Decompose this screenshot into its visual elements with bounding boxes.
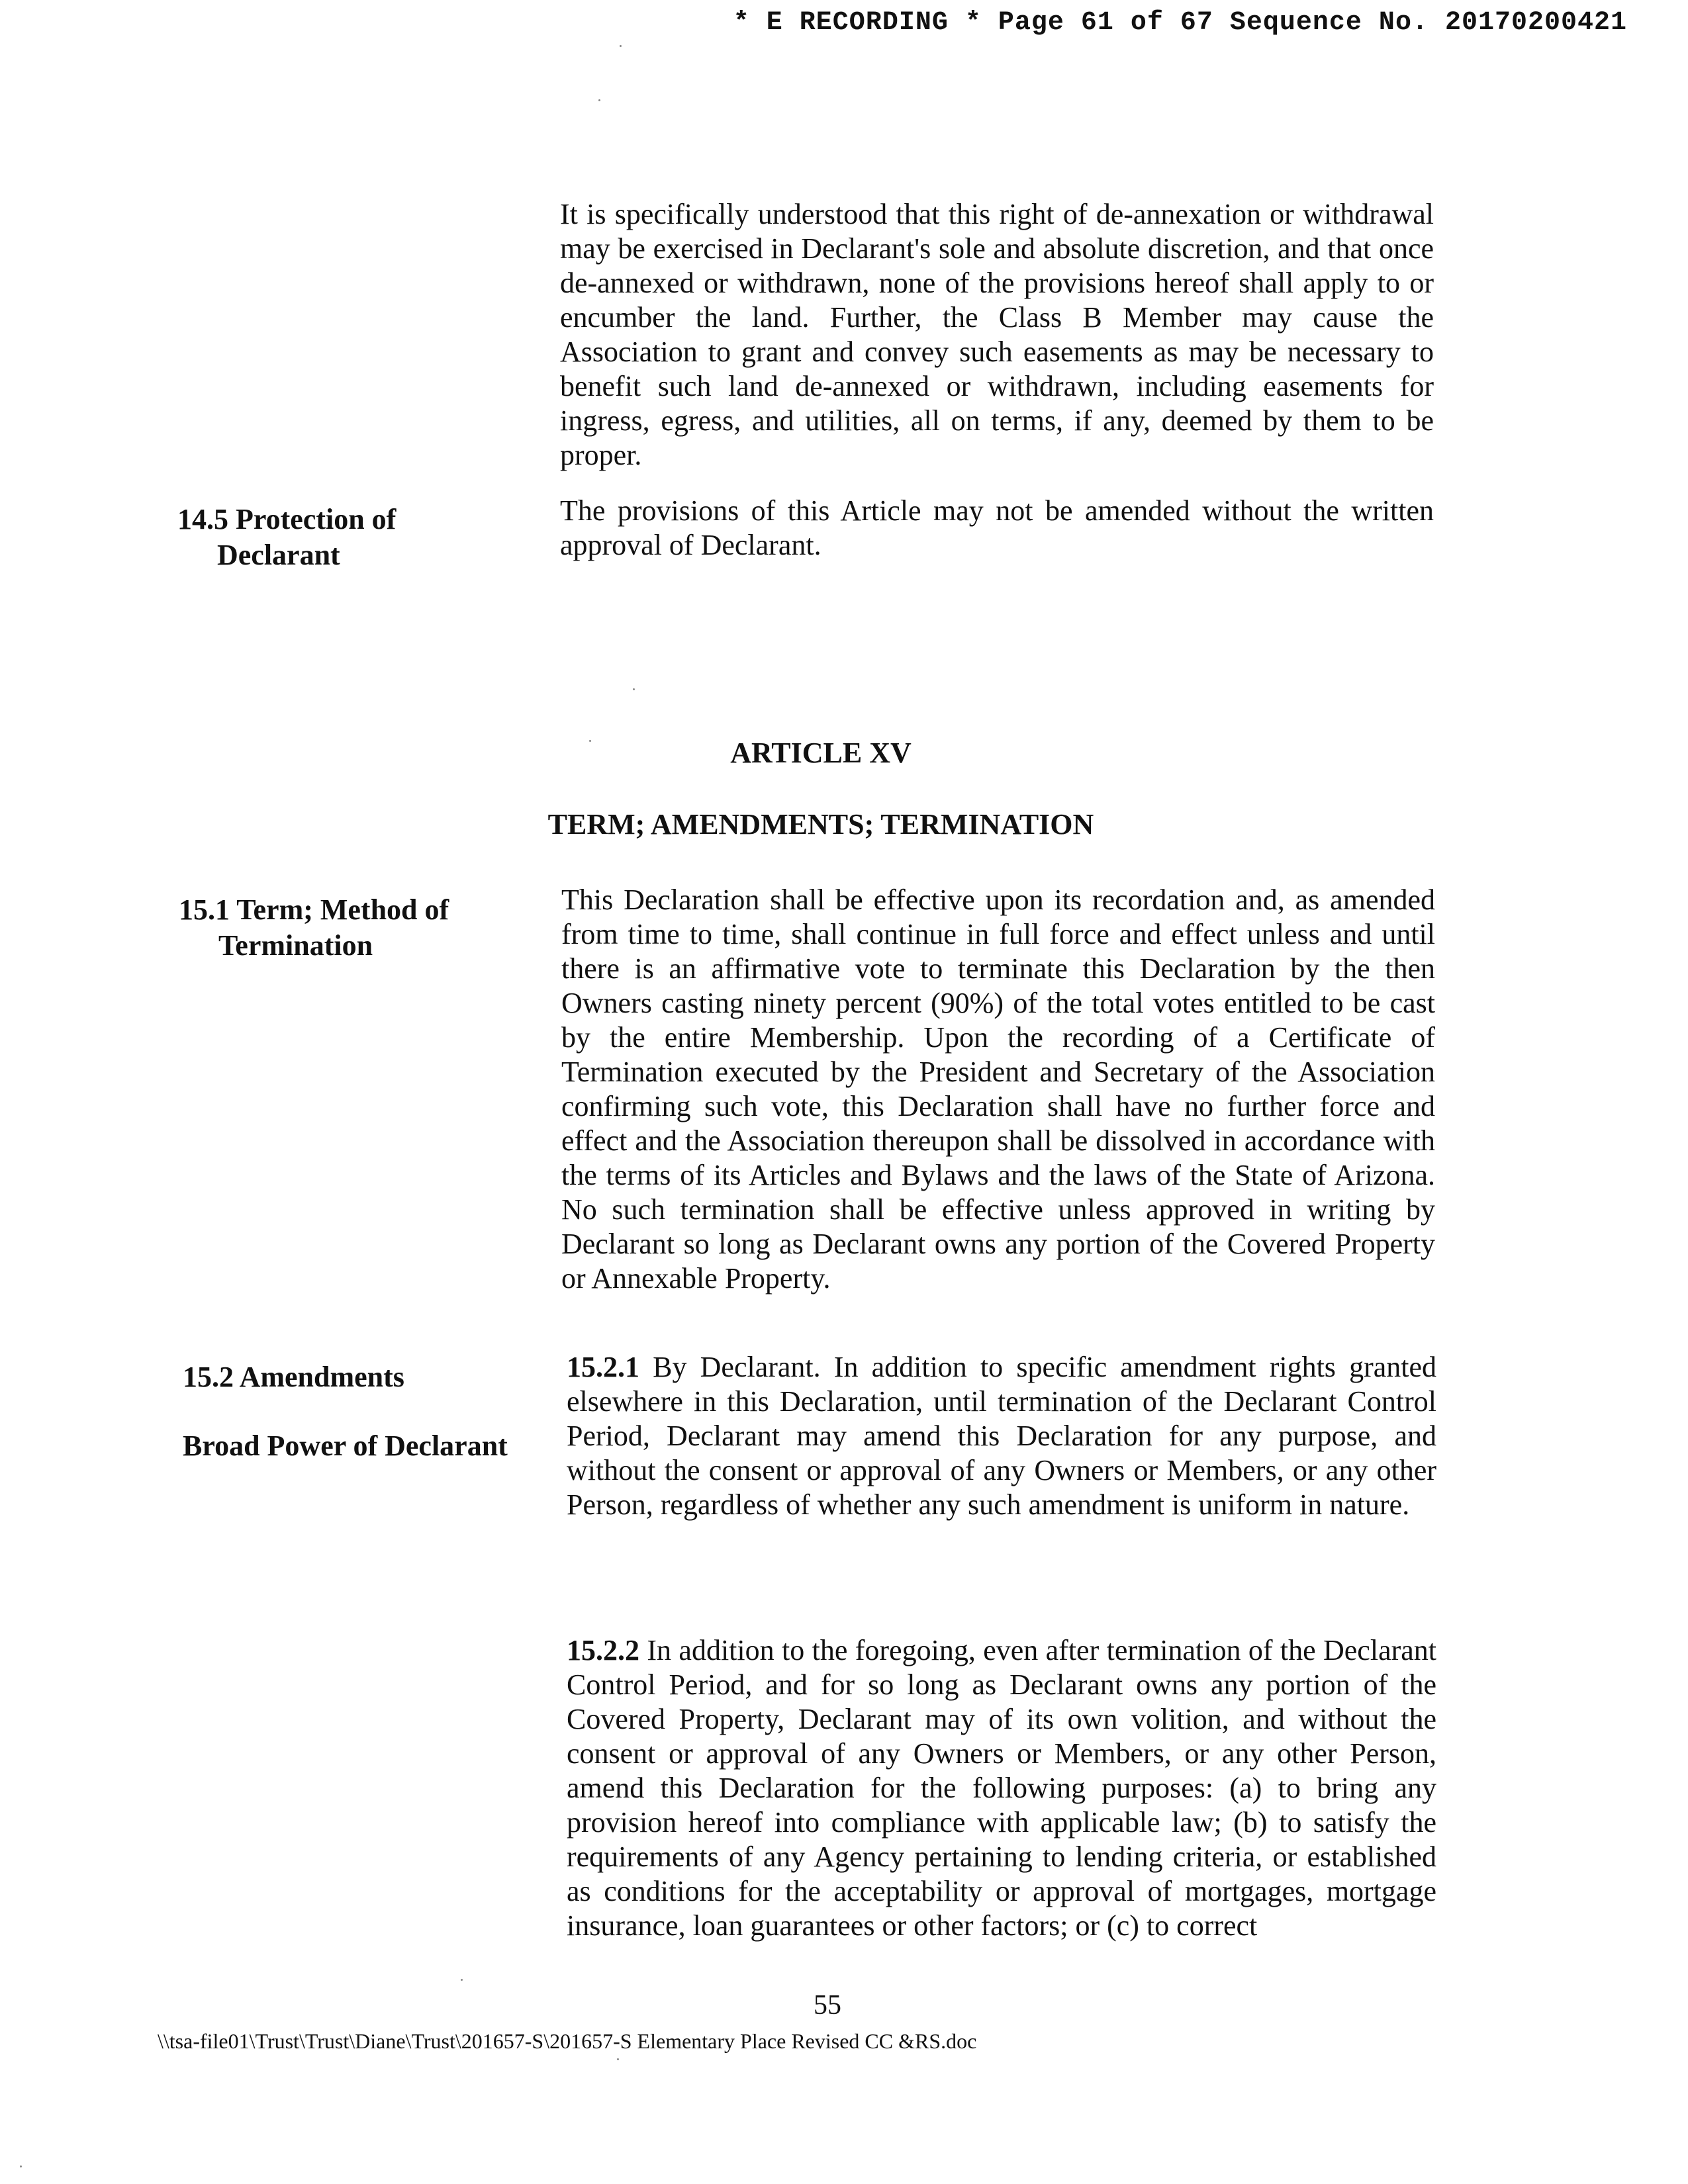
scan-speck <box>461 1979 463 1981</box>
scan-speck <box>617 2058 619 2060</box>
scan-speck <box>20 2165 22 2167</box>
scan-speck <box>633 688 635 690</box>
section-15-2-2-paragraph <box>567 1633 1436 1943</box>
section-15-1-text: This Declaration shall be effective upon its recordation and, as amended from time to time, shall continue in full force and effect unless and until there is an affirmative vote to terminate this Declaration by the then Owners casting ninety percent (90%) of the total votes entitled to be cast by the entire Membership. Upon the recording of a Certificate of Termination executed by the President and Secretary of the Association confirming such vote, this Declaration shall have no further force and effect and the Association thereupon shall be dissolved in accordance with the terms of its Articles and Bylaws and the laws of the State of Arizona. No such termination shall be effective unless approved in writing by Declarant so long as Declarant owns any portion of the Covered Property or Annexable Property. <box>561 884 1435 1295</box>
scan-speck <box>620 45 622 47</box>
section-14-5-heading-line2: Declarant <box>217 539 340 571</box>
section-15-1-heading-line1: 15.1 Term; Method of <box>179 893 449 926</box>
section-15-2-heading: 15.2 Amendments <box>183 1361 404 1393</box>
section-14-4-continued-text: It is specifically understood that this right of de-annexation or withdrawal may be exercised in Declarant's sole and absolute discretion, and that once de-annexed or withdrawn, none of the provisions hereof shall apply to or encumber the land. Further, the Class B Member may cause the Association to grant and convey such easements as may be necessary to benefit such land de-annexed or withdrawn, including easements for ingress, egress, and utilities, all on terms, if any, deemed by them to be proper. <box>560 198 1434 471</box>
section-14-5-heading <box>177 502 396 573</box>
section-15-1-heading-line2: Termination <box>218 929 373 962</box>
section-15-2-subheading: Broad Power of Declarant <box>183 1430 508 1462</box>
article-number: ARTICLE XV <box>730 737 912 769</box>
section-15-2-2-number: 15.2.2 <box>567 1634 639 1666</box>
section-15-2-1-paragraph <box>567 1350 1436 1522</box>
section-15-2-1-number: 15.2.1 <box>567 1351 639 1383</box>
section-14-5-text: The provisions of this Article may not be amended without the written approval of Declarant. <box>560 494 1434 561</box>
scan-speck <box>589 740 591 742</box>
section-15-2-2-text: In addition to the foregoing, even after termination of the Declarant Control Period, and for so long as Declarant owns any portion of the Covered Property, Declarant may of its own volition, and without the consent or approval of any Owners or Members, or any other Person, amend this Declaration for the following purposes: (a) to bring any provision hereof into compliance with applicable law; (b) to satisfy the requirements of any Agency pertaining to lending criteria, or established as conditions for the acceptability or approval of mortgages, mortgage insurance, loan guarantees or other factors; or (c) to correct <box>567 1634 1436 1942</box>
section-15-1-heading <box>179 892 449 964</box>
scan-speck <box>598 99 600 101</box>
section-15-2-1-text: By Declarant. In addition to specific amendment rights granted elsewhere in this Declaration, until termination of the Declarant Control Period, Declarant may amend this Declaration for any purpose, and without the consent or approval of any Owners or Members, or any other Person, regardless of whether any such amendment is uniform in nature. <box>567 1351 1437 1521</box>
section-14-5-heading-line1: 14.5 Protection of <box>177 503 397 535</box>
page-number: 55 <box>814 1990 841 2021</box>
recording-stamp: * E RECORDING * Page 61 of 67 Sequence No. 20170200421 <box>733 8 1627 38</box>
article-title: TERM; AMENDMENTS; TERMINATION <box>547 808 1094 841</box>
document-file-path: \\tsa-file01\Trust\Trust\Diane\Trust\201657-S\201657-S Elementary Place Revised CC &RS.doc <box>158 2029 977 2053</box>
